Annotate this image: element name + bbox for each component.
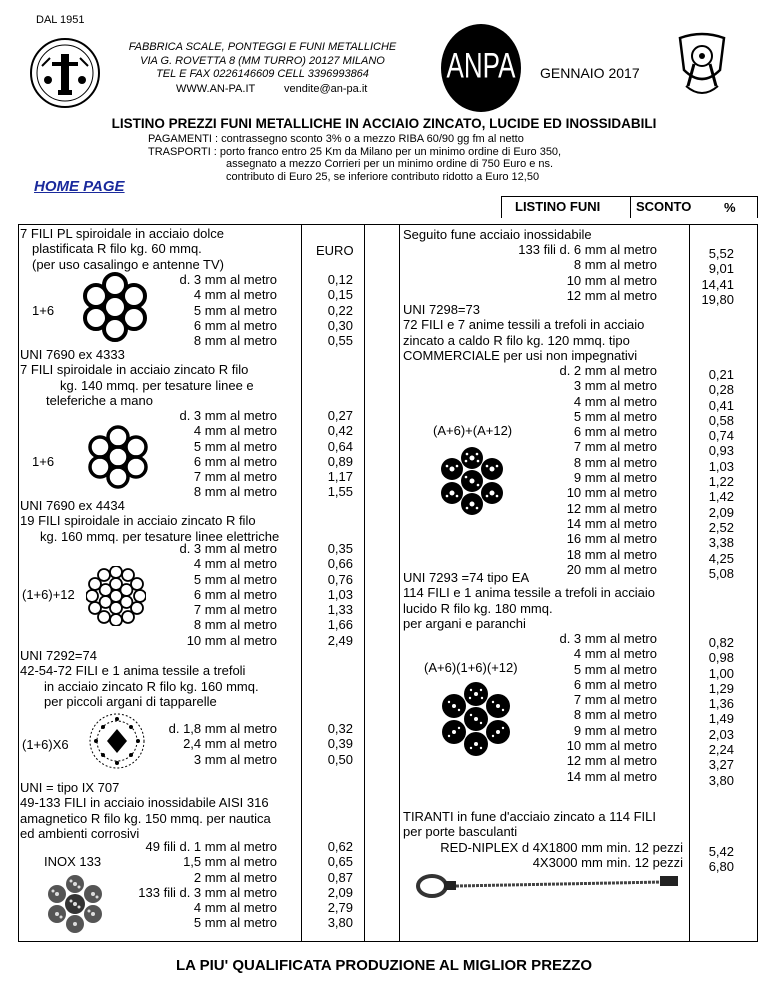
left-section-3-code: (1+6)+12	[22, 587, 75, 602]
left-section-2-desc: UNI 7690 ex 4333 7 FILI spiroidale in acciaio zincato R filo kg. 140 mmq. per tesature linee e teleferiche a mano	[20, 347, 254, 408]
company-address: FABBRICA SCALE, PONTEGGI E FUNI METALLICHE VIA G. ROVETTA 8 (MM TURRO) 20127 MILANO TEL E FAX 0226146609 CELL 3396993864	[128, 41, 397, 80]
left-section-5-desc: UNI = tipo IX 707 49-133 FILI in acciaio inossidabile AISI 316 amagnetico R filo kg. 150 mmq. per nautica ed ambienti corrosivi	[20, 780, 271, 841]
left-section-3-prices: 0,35 0,66 0,76 1,03 1,33 1,66 2,49	[327, 541, 353, 648]
right-section-3-sizes: d. 3 mm al metro 4 mm al metro 5 mm al metro 6 mm al metro 7 mm al metro 8 mm al metro 9 mm al metro 10 mm al metro 12 mm al metro 14 mm al metro	[559, 631, 657, 784]
right-section-2-sizes: d. 2 mm al metro 3 mm al metro 4 mm al metro 5 mm al metro 6 mm al metro 7 mm al metro 8 mm al metro 9 mm al metro 10 mm al metro 12 mm al metro 14 mm al metro 16 mm al metro 18 mm al metro 20 mm al metro	[559, 363, 657, 577]
right-section-4-desc: TIRANTI in fune d'acciaio zincato a 114 FILI per porte basculanti	[403, 809, 656, 840]
svg-text:ANPA: ANPA	[446, 45, 516, 86]
tools-emblem-icon	[28, 36, 102, 110]
left-section-4-desc: UNI 7292=74 42-54-72 FILI e 1 anima tessile a trefoli in acciaio zincato R filo kg. 160 mmq. per piccoli argani di tapparelle	[20, 648, 259, 709]
right-section-2-code: (A+6)+(A+12)	[433, 423, 513, 438]
since-label: DAL 1951	[36, 14, 85, 26]
wire-7-strand-icon	[80, 272, 150, 342]
right-section-1-desc: Seguito fune acciaio inossidabile	[403, 227, 592, 242]
left-section-5-code: INOX 133	[44, 854, 102, 869]
price-list-date: GENNAIO 2017	[540, 65, 640, 81]
left-section-4-code: (1+6)X6	[22, 737, 69, 752]
left-section-2-prices: 0,27 0,42 0,64 0,89 1,17 1,55	[327, 408, 353, 500]
right-section-2-discounts: 0,21 0,28 0,41 0,58 0,74 0,93 1,03 1,22 1,42 2,09 2,52 3,38 4,25 5,08	[708, 367, 734, 581]
left-section-5-sizes: 49 fili d. 1 mm al metro 1,5 mm al metro 2 mm al metro 133 fili d. 3 mm al metro 4 mm al metro 5 mm al metro	[138, 839, 277, 931]
wire-19-strand-icon	[86, 566, 146, 626]
listino-funi-header: LISTINO FUNI	[515, 199, 601, 214]
page-title: LISTINO PREZZI FUNI METALLICHE IN ACCIAIO ZINCATO, LUCIDE ED INOSSIDABILI	[111, 116, 657, 131]
anpa-logo	[438, 22, 524, 114]
right-section-3-desc: UNI 7293 =74 tipo EA 114 FILI e 1 anima tessile a trefoli in acciaio lucido R filo kg. 180 mmq. per argani e paranchi	[403, 570, 655, 631]
percent-header: %	[724, 200, 736, 215]
right-section-3-code: (A+6)(1+6)(+12)	[424, 660, 518, 675]
wire-7-strand-zinc-icon	[85, 424, 151, 490]
left-section-4-sizes: d. 1,8 mm al metro 2,4 mm al metro 3 mm al metro	[168, 721, 277, 767]
left-section-5-prices: 0,62 0,65 0,87 2,09 2,79 3,80	[327, 839, 353, 931]
left-section-1-desc: 7 FILI PL spiroidale in acciaio dolce plastificata R filo kg. 60 mmq. (per uso casalingo e antenne TV)	[20, 226, 225, 272]
left-section-1-sizes: d. 3 mm al metro 4 mm al metro 5 mm al metro 6 mm al metro 8 mm al metro	[179, 272, 277, 349]
right-section-1-discounts: 5,52 9,01 14,41 19,80	[701, 246, 734, 307]
left-section-1-prices: 0,12 0,15 0,22 0,30 0,55	[327, 272, 353, 349]
left-section-1-code: 1+6	[32, 303, 55, 318]
right-section-3-discounts: 0,82 0,98 1,00 1,29 1,36 1,49 2,03 2,24 3,27 3,80	[708, 635, 734, 788]
wire-stranded-6x7-icon	[82, 712, 152, 770]
email-link[interactable]: vendite@an-pa.it	[284, 83, 368, 95]
website-link[interactable]: WWW.AN-PA.IT	[176, 83, 256, 95]
left-section-2-sizes: d. 3 mm al metro 4 mm al metro 5 mm al metro 6 mm al metro 7 mm al metro 8 mm al metro	[179, 408, 277, 500]
terms-block: PAGAMENTI : contrassegno sconto 3% o a mezzo RIBA 60/90 gg fm al netto TRASPORTI : porto franco entro 25 Km da Milano per un minimo ordine di Euro 350, assegnato a mezzo Corrieri per un minimo ordine di 750 Euro e ns. contributo di Euro 25, se inferiore contributo ridotto a Euro 12,50	[148, 133, 562, 183]
currency-label: EURO	[316, 243, 354, 258]
left-section-3-sizes: d. 3 mm al metro 4 mm al metro 5 mm al metro 6 mm al metro 7 mm al metro 8 mm al metro 10 mm al metro	[179, 541, 277, 648]
sconto-header: SCONTO	[636, 199, 692, 214]
right-section-2-desc: UNI 7298=73 72 FILI e 7 anime tessili a trefoli in acciaio zincato a caldo R filo kg. 120 mmq. tipo COMMERCIALE per usi non impegnativi	[403, 302, 645, 363]
right-section-1-sizes: 133 fili d. 6 mm al metro 8 mm al metro 10 mm al metro 12 mm al metro	[518, 242, 657, 303]
right-section-4-items: RED-NIPLEX d 4X1800 mm min. 12 pezzi 4X3000 mm min. 12 pezzi	[440, 840, 683, 871]
right-section-4-discounts: 5,42 6,80	[708, 844, 734, 875]
left-section-4-prices: 0,32 0,39 0,50	[327, 721, 353, 767]
crest-icon	[672, 30, 732, 106]
home-page-link[interactable]: HOME PAGE	[34, 178, 125, 195]
footer-slogan: LA PIU' QUALIFICATA PRODUZIONE AL MIGLIOR PREZZO	[175, 957, 593, 974]
left-section-2-code: 1+6	[32, 454, 55, 469]
tie-rod-cable-icon	[412, 866, 684, 906]
left-section-3-desc: UNI 7690 ex 4434 19 FILI spiroidale in acciaio zincato R filo kg. 160 mmq. per tesature linee elettriche	[20, 498, 280, 544]
